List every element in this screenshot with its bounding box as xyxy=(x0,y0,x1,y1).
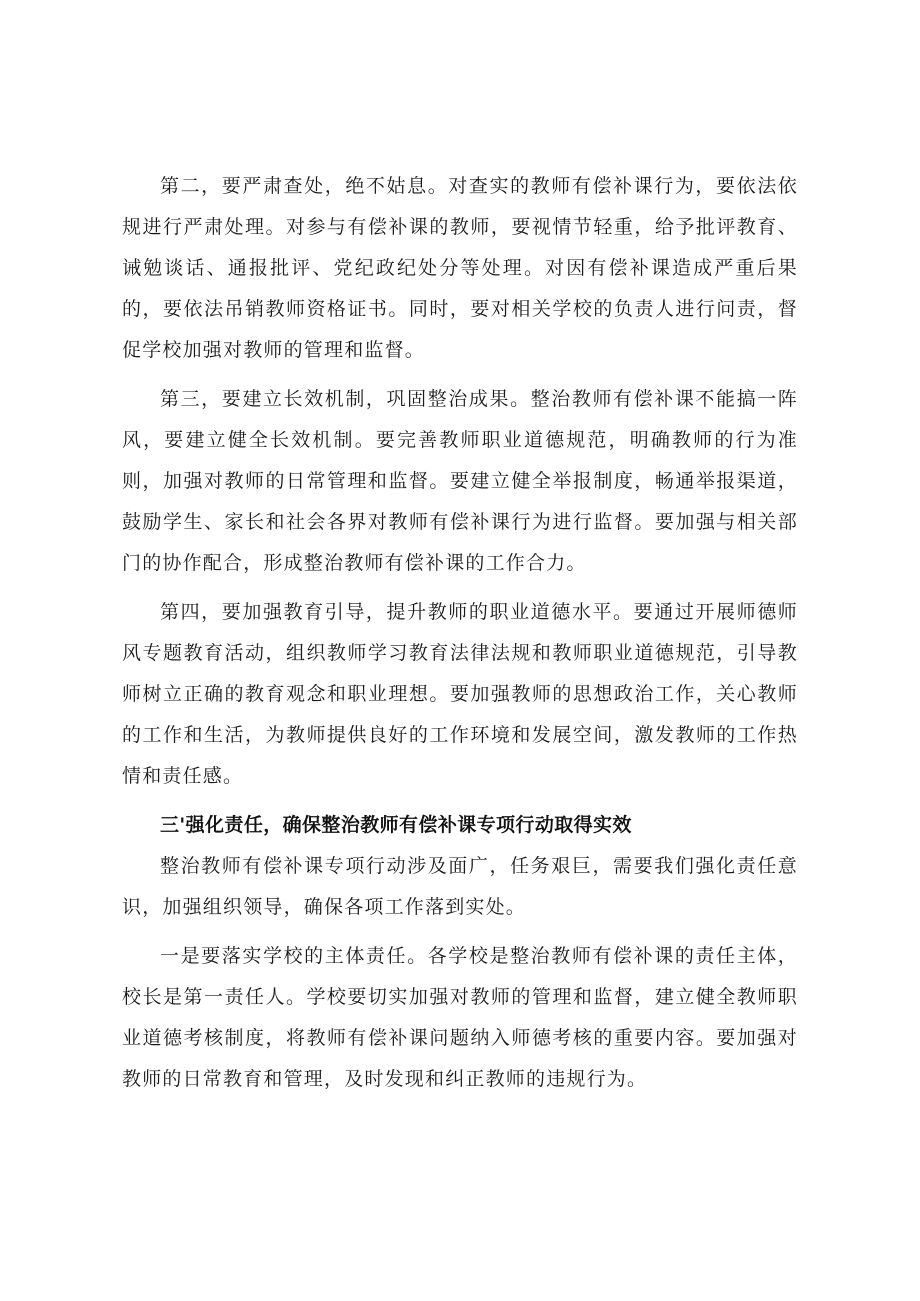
document-body xyxy=(122,166,798,1100)
paragraph-intro: 整治教师有偿补课专项行动涉及面广，任务艰巨，需要我们强化责任意识，加强组织领导，确保各项工作落到实处。 xyxy=(122,855,798,918)
paragraph-first-point: 一是要落实学校的主体责任。各学校是整治教师有偿补课的责任主体，校长是第一责任人。学校要切实加强对教师的管理和监督，建立健全教师职业道德考核制度，将教师有偿补课问题纳入师德考核的重要内容。要加强对教师的日常教育和管理，及时发现和纠正教师的违规行为。 xyxy=(122,945,798,1090)
paragraph-third: 第三，要建立长效机制，巩固整治成果。整治教师有偿补课不能搞一阵风，要建立健全长效机制。要完善教师职业道德规范，明确教师的行为准则，加强对教师的日常管理和监督。要建立健全举报制度，畅通举报渠道，鼓励学生、家长和社会各界对教师有偿补课行为进行监督。要加强与相关部门的协作配合，形成整治教师有偿补课的工作合力。 xyxy=(122,388,798,574)
paragraph-second: 第二，要严肃查处，绝不姑息。对查实的教师有偿补课行为，要依法依规进行严肃处理。对参与有偿补课的教师，要视情节轻重，给予批评教育、诫勉谈话、通报批评、党纪政纪处分等处理。对因有偿补课造成严重后果的，要依法吊销教师资格证书。同时，要对相关学校的负责人进行问责，督促学校加强对教师的管理和监督。 xyxy=(122,175,798,361)
section-heading: 三'强化责任，确保整治教师有偿补课专项行动取得实效 xyxy=(160,814,632,836)
paragraph-fourth: 第四，要加强教育引导，提升教师的职业道德水平。要通过开展师德师风专题教育活动，组织教师学习教育法律法规和教师职业道德规范，引导教师树立正确的教育观念和职业理想。要加强教师的思想政治工作，关心教师的工作和生活，为教师提供良好的工作环境和发展空间，激发教师的工作热情和责任感。 xyxy=(122,601,798,787)
